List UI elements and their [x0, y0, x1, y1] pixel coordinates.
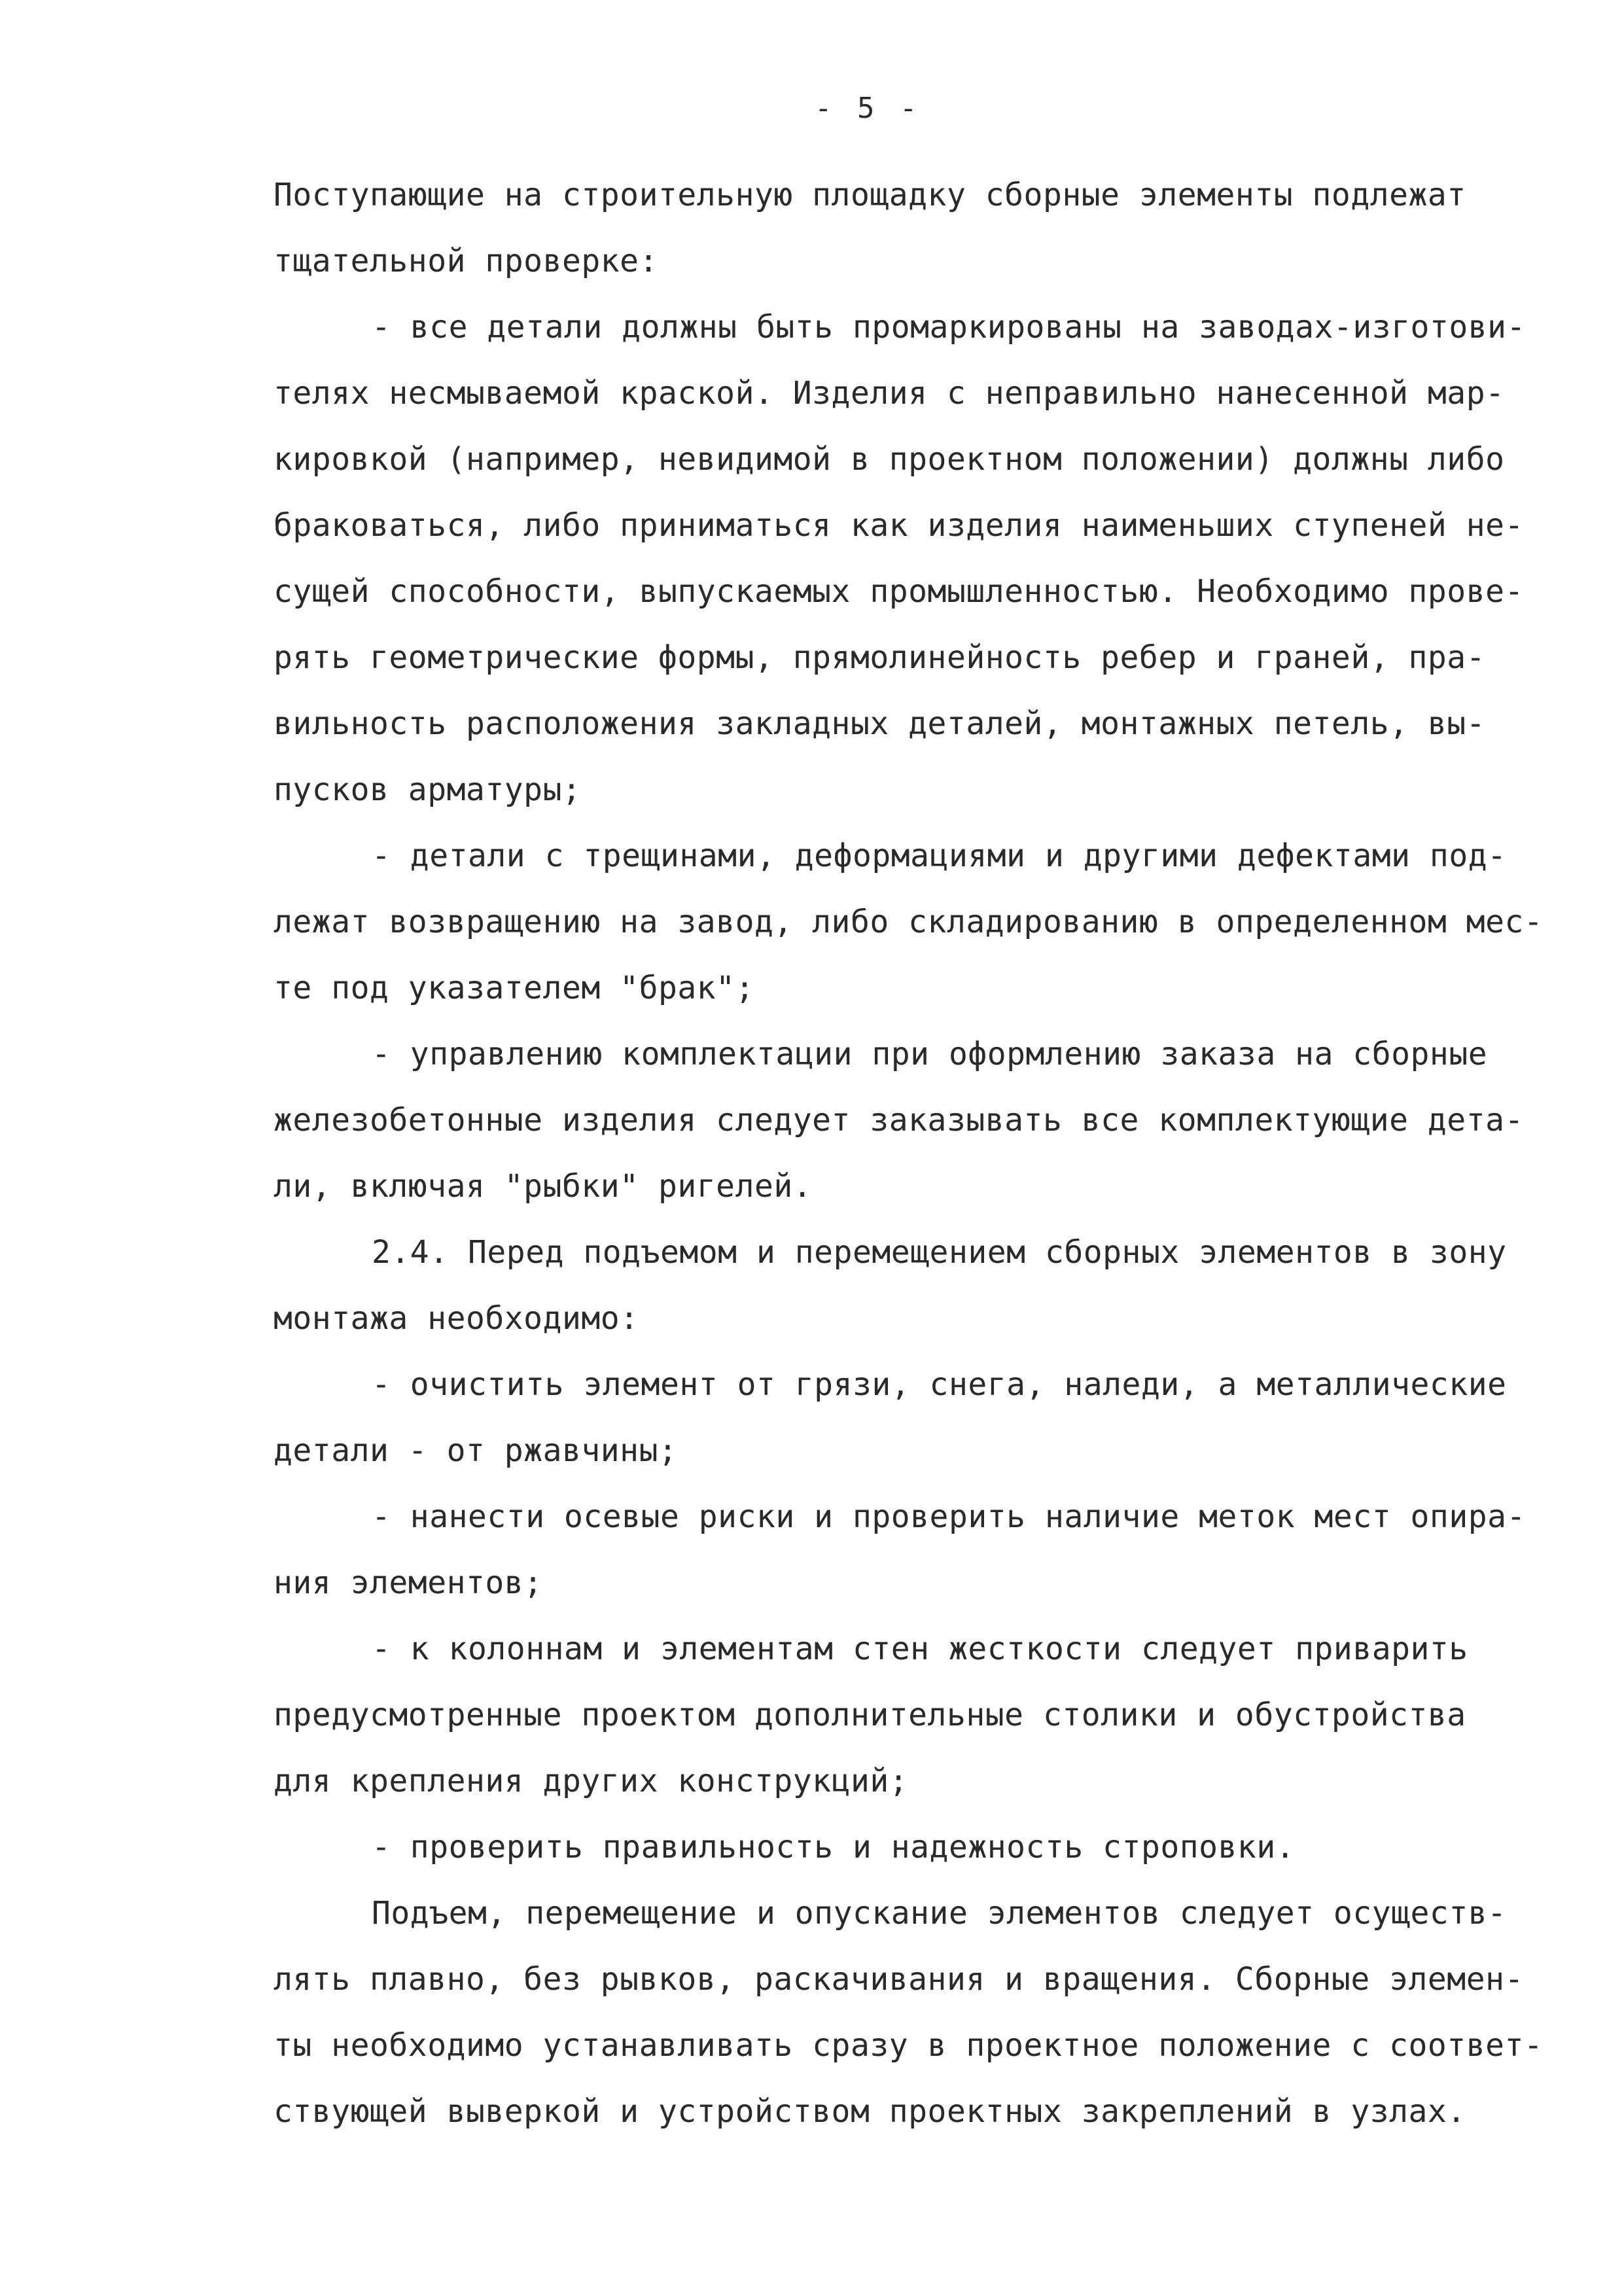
- text-line: монтажа необходимо:: [274, 1300, 639, 1337]
- text-line: кировкой (например, невидимой в проектном положении) должны либо: [274, 441, 1505, 478]
- text-line: 2.4. Перед подъемом и перемещением сборных элементов в зону: [372, 1234, 1507, 1271]
- text-line: лять плавно, без рывков, раскачивания и вращения. Сборные элемен-: [274, 1961, 1524, 1998]
- text-line: Подъем, перемещение и опускание элементов следует осуществ-: [372, 1895, 1507, 1932]
- text-line: лежат возвращению на завод, либо складированию в определенном мес-: [274, 904, 1544, 940]
- text-line: телях несмываемой краской. Изделия с неправильно нанесенной мар-: [274, 375, 1505, 412]
- text-line: предусмотренные проектом дополнительные столики и обустройства: [274, 1697, 1466, 1733]
- text-line: тщательной проверке:: [274, 243, 658, 279]
- text-line: браковаться, либо приниматься как изделия наименьших ступеней не-: [274, 507, 1524, 544]
- text-line: те под указателем "брак";: [274, 970, 754, 1006]
- text-line: ты необходимо устанавливать сразу в проектное положение с соответ-: [274, 2027, 1544, 2064]
- text-line: - все детали должны быть промаркированы на заводах-изготови-: [372, 309, 1526, 345]
- text-line: вильность расположения закладных деталей, монтажных петель, вы-: [274, 705, 1486, 742]
- text-line: железобетонные изделия следует заказывать все комплектующие дета-: [274, 1102, 1524, 1139]
- text-line: - проверить правильность и надежность строповки.: [372, 1829, 1296, 1865]
- text-line: - очистить элемент от грязи, снега, наледи, а металлические: [372, 1366, 1507, 1403]
- text-line: - к колоннам и элементам стен жесткости следует приварить: [372, 1631, 1468, 1667]
- text-line: для крепления других конструкций;: [274, 1763, 909, 1799]
- page-number: - 5 -: [815, 92, 921, 125]
- text-line: ствующей выверкой и устройством проектных закреплений в узлах.: [274, 2093, 1466, 2130]
- text-line: ли, включая "рыбки" ригелей.: [274, 1168, 813, 1205]
- text-line: - детали с трещинами, деформациями и другими дефектами под-: [372, 838, 1507, 874]
- text-line: детали - от ржавчины;: [274, 1432, 678, 1469]
- text-line: ния элементов;: [274, 1564, 543, 1601]
- body-text: [274, 162, 1582, 2145]
- text-line: - управлению комплектации при оформлению заказа на сборные: [372, 1036, 1488, 1072]
- text-line: пусков арматуры;: [274, 771, 582, 808]
- text-line: Поступающие на строительную площадку сборные элементы подлежат: [274, 177, 1466, 213]
- text-line: сущей способности, выпускаемых промышленностью. Необходимо прове-: [274, 573, 1524, 610]
- text-line: - нанести осевые риски и проверить наличие меток мест опира-: [372, 1498, 1526, 1535]
- text-line: рять геометрические формы, прямолинейность ребер и граней, пра-: [274, 639, 1486, 676]
